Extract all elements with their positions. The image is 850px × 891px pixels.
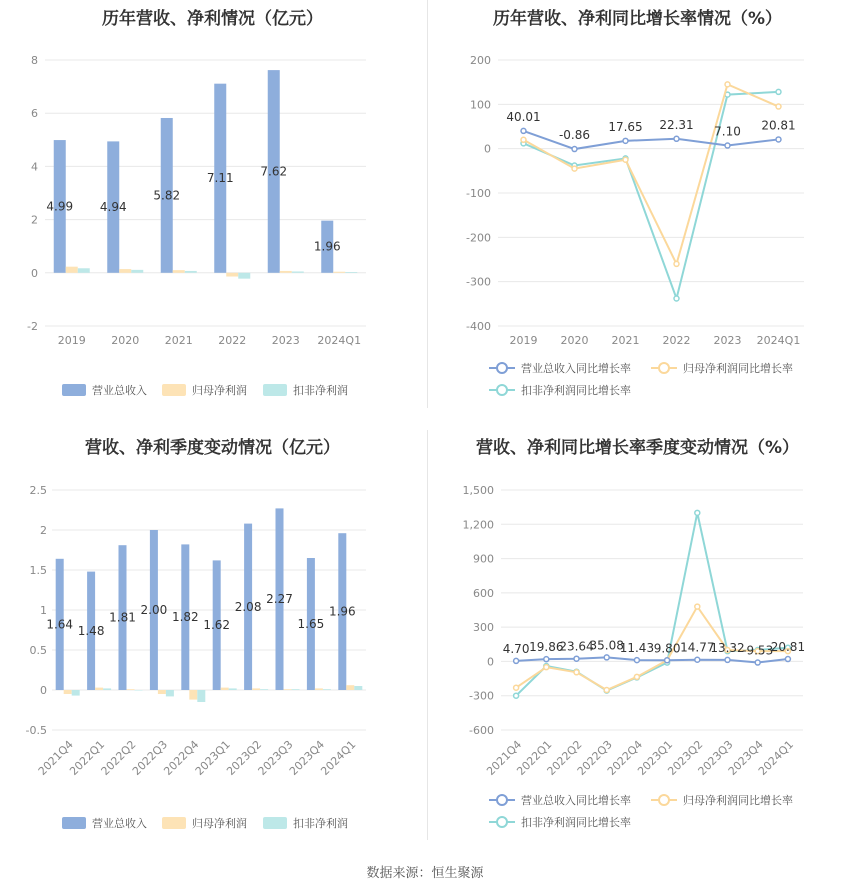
quarterly-revenue-profit-panel [0, 425, 425, 850]
data-label: 4.94 [99, 200, 127, 215]
bar-net-profit [284, 689, 292, 690]
x-tick-label: 2022Q1 [67, 737, 108, 778]
data-point [725, 82, 730, 87]
data-point [785, 657, 790, 662]
y-tick-label: 6 [31, 107, 38, 121]
y-tick-label: 0 [31, 266, 38, 280]
legend-swatch-marker [497, 363, 507, 373]
bar-deducted-profit [345, 272, 357, 273]
data-label: 7.10 [714, 124, 741, 139]
x-tick-label: 2022Q4 [604, 737, 646, 778]
bar-net-profit [252, 688, 260, 690]
x-tick-label: 2023 [271, 334, 300, 347]
data-label: 20.81 [770, 640, 806, 655]
legend-label: 营业总收入 [92, 817, 147, 830]
data-point [725, 143, 730, 148]
data-point [695, 657, 700, 662]
data-point [572, 166, 577, 171]
legend-label: 归母净利润 [192, 384, 247, 397]
y-tick-label: 900 [473, 552, 494, 566]
legend-label: 归母净利润同比增长率 [683, 362, 793, 375]
quarterly-growth-panel [425, 425, 850, 850]
x-tick-label: 2023 [713, 334, 742, 347]
legend-swatch [263, 384, 287, 396]
y-tick-label: 100 [470, 98, 491, 112]
y-tick-label: 2 [40, 524, 47, 537]
y-tick-label: 2 [31, 213, 38, 227]
bar-deducted-profit [72, 690, 80, 696]
data-label: 5.82 [153, 188, 181, 203]
x-tick-label: 2022Q1 [514, 737, 555, 778]
bar-net-profit [127, 689, 135, 690]
data-label: 40.01 [506, 109, 541, 124]
x-tick-label: 2020 [111, 334, 140, 347]
data-point [665, 658, 670, 663]
annual-revenue-profit-panel [0, 0, 425, 410]
bar-deducted-profit [292, 271, 304, 272]
legend-swatch-marker [497, 385, 507, 395]
data-label: 1.62 [203, 618, 231, 633]
annual-bar-chart [0, 0, 425, 410]
data-point [521, 128, 526, 133]
x-tick-label: 2024Q1 [317, 334, 362, 347]
x-tick-label: 2022Q4 [161, 737, 202, 778]
chart-title: 营收、净利季度变动情况（亿元） [85, 438, 340, 458]
y-tick-label: -300 [466, 275, 491, 289]
legend-label: 归母净利润 [192, 817, 247, 830]
y-tick-label: 1 [40, 604, 47, 617]
x-tick-label: 2023Q4 [725, 737, 766, 778]
data-point [776, 137, 781, 142]
data-label: 1.96 [328, 604, 356, 619]
data-label: 1.48 [77, 623, 105, 638]
bar-net-profit [95, 688, 103, 690]
y-tick-label: -300 [469, 689, 494, 703]
data-label: 20.81 [761, 118, 796, 133]
data-label: 1.64 [46, 617, 74, 632]
data-label: 35.08 [589, 638, 624, 653]
x-tick-label: 2024Q1 [755, 737, 797, 778]
data-point [544, 665, 549, 670]
legend-swatch-marker [497, 817, 507, 827]
data-label: 7.11 [206, 171, 234, 186]
x-tick-label: 2022Q3 [574, 737, 615, 778]
data-point [674, 261, 679, 266]
data-point [572, 147, 577, 152]
x-tick-label: 2020 [560, 334, 589, 347]
legend-label: 营业总收入同比增长率 [521, 794, 631, 807]
data-point [514, 693, 519, 698]
legend-swatch-marker [659, 795, 669, 805]
y-tick-label: 2.5 [29, 484, 47, 497]
y-tick-label: 8 [31, 54, 38, 67]
x-tick-label: 2021 [611, 334, 640, 347]
data-label: 7.62 [260, 164, 288, 179]
data-label: 1.65 [297, 617, 325, 631]
bar-deducted-profit [260, 689, 268, 690]
bar-net-profit [189, 690, 197, 700]
data-point [544, 657, 549, 662]
legend-swatch [62, 384, 86, 396]
bar-net-profit [119, 269, 131, 273]
data-label: 17.65 [608, 119, 643, 134]
y-tick-label: 1,500 [462, 484, 494, 497]
data-point [514, 658, 519, 663]
x-tick-label: 2022Q3 [129, 737, 171, 778]
legend-label: 扣非净利润同比增长率 [521, 384, 631, 397]
bar-deducted-profit [354, 686, 362, 690]
data-point [776, 89, 781, 94]
data-label: 2.27 [266, 592, 293, 607]
y-tick-label: -100 [466, 187, 491, 200]
data-point [695, 510, 700, 515]
data-point [514, 685, 519, 690]
bar-net-profit [226, 273, 238, 277]
chart-title: 历年营收、净利情况（亿元） [102, 9, 323, 29]
x-tick-label: 2023Q2 [665, 737, 706, 778]
y-tick-label: 0.5 [29, 644, 47, 657]
data-label: 14.77 [680, 640, 715, 655]
bar-deducted-profit [323, 689, 331, 690]
x-tick-label: 2021Q4 [35, 737, 76, 778]
y-tick-label: -2 [27, 320, 38, 333]
legend-label: 归母净利润同比增长率 [683, 794, 793, 807]
bar-net-profit [64, 690, 72, 694]
legend-swatch [162, 384, 186, 396]
bar-net-profit [333, 272, 345, 273]
data-point [574, 670, 579, 675]
x-tick-label: 2023Q1 [192, 737, 233, 778]
legend-label: 扣非净利润 [293, 817, 348, 830]
legend-swatch-marker [659, 363, 669, 373]
quarterly-bar-chart [0, 425, 425, 850]
data-label: 4.99 [46, 199, 74, 214]
y-tick-label: 1.5 [29, 564, 47, 577]
legend-swatch-marker [497, 795, 507, 805]
data-point [755, 660, 760, 665]
data-point [623, 138, 628, 143]
bar-deducted-profit [292, 689, 300, 690]
data-point [623, 157, 628, 162]
y-tick-label: -0.5 [25, 724, 47, 737]
x-tick-label: 2022Q2 [544, 737, 585, 778]
bar-deducted-profit [131, 270, 143, 273]
bar-deducted-profit [166, 690, 174, 696]
legend-swatch [162, 817, 186, 829]
data-label: 23.64 [559, 639, 594, 654]
bar-deducted-profit [78, 268, 90, 273]
legend-label: 扣非净利润 [293, 384, 348, 397]
legend-label: 扣非净利润同比增长率 [521, 816, 631, 829]
x-tick-label: 2019 [57, 334, 86, 347]
data-label: 19.86 [529, 640, 564, 655]
x-tick-label: 2023Q3 [255, 737, 296, 778]
chart-title: 历年营收、净利同比增长率情况（%） [492, 9, 783, 29]
x-tick-label: 2023Q3 [695, 737, 736, 778]
data-point [604, 688, 609, 693]
y-tick-label: 200 [470, 54, 491, 67]
data-point [521, 137, 526, 142]
legend-label: 营业总收入 [92, 384, 147, 397]
bar-deducted-profit [135, 690, 143, 691]
data-point [674, 296, 679, 301]
bar-deducted-profit [229, 688, 237, 690]
y-tick-label: 0 [40, 684, 47, 697]
x-tick-label: 2023Q4 [286, 737, 328, 778]
data-point [725, 657, 730, 662]
data-source-footer: 数据来源：恒生聚源 [366, 866, 484, 881]
bar-net-profit [158, 690, 166, 694]
x-tick-label: 2021 [164, 334, 193, 347]
legend-swatch [263, 817, 287, 829]
annual-growth-line-chart [425, 0, 850, 410]
legend-swatch [62, 817, 86, 829]
bar-deducted-profit [197, 690, 205, 702]
data-label: -0.86 [558, 128, 591, 143]
data-point [695, 604, 700, 609]
x-tick-label: 2019 [509, 334, 538, 347]
bar-deducted-profit [103, 688, 111, 690]
x-tick-label: 2022 [662, 334, 691, 347]
legend-label: 营业总收入同比增长率 [521, 362, 631, 375]
y-tick-label: -200 [466, 231, 491, 245]
bar-net-profit [315, 688, 323, 690]
bar-net-profit [66, 267, 78, 273]
y-tick-label: -400 [466, 320, 491, 333]
data-label: 22.31 [659, 117, 694, 132]
data-point [634, 674, 639, 679]
annual-growth-panel [425, 0, 850, 410]
data-label: 1.82 [171, 610, 199, 625]
data-label: -9.53 [742, 643, 774, 658]
data-label: 2.08 [234, 599, 262, 614]
data-point [604, 655, 609, 660]
data-point [634, 658, 639, 663]
x-tick-label: 2022Q2 [98, 737, 139, 778]
quarterly-growth-line-chart [425, 425, 850, 850]
x-tick-label: 2024Q1 [318, 737, 359, 778]
data-label: 1.81 [109, 610, 136, 625]
bar-net-profit [173, 270, 185, 273]
chart-title: 营收、净利同比增长率季度变动情况（%） [475, 438, 800, 458]
y-tick-label: 0 [487, 655, 494, 669]
data-label: 13.32 [710, 640, 745, 655]
x-tick-label: 2023Q2 [224, 737, 265, 778]
bar-net-profit [280, 271, 292, 273]
x-tick-label: 2023Q1 [635, 737, 676, 778]
y-tick-label: 1,200 [462, 518, 494, 532]
y-tick-label: 0 [484, 142, 491, 156]
x-tick-label: 2024Q1 [756, 334, 801, 347]
x-tick-label: 2021Q4 [484, 737, 525, 778]
bar-net-profit [346, 685, 354, 690]
y-tick-label: 4 [31, 160, 38, 174]
bar-deducted-profit [238, 273, 250, 279]
data-point [674, 136, 679, 141]
data-label: 1.96 [313, 239, 341, 254]
data-point [574, 656, 579, 661]
data-label: 9.80 [653, 641, 681, 656]
bar-deducted-profit [185, 271, 197, 273]
bar-net-profit [221, 688, 229, 690]
data-label: 2.00 [140, 603, 168, 617]
y-tick-label: -600 [469, 724, 494, 737]
series-line [524, 92, 779, 299]
data-label: 11.43 [619, 641, 655, 656]
x-tick-label: 2022 [218, 334, 247, 347]
y-tick-label: 300 [473, 621, 494, 635]
data-label: 4.70 [502, 641, 530, 656]
y-tick-label: 600 [473, 586, 494, 600]
data-point [776, 104, 781, 109]
